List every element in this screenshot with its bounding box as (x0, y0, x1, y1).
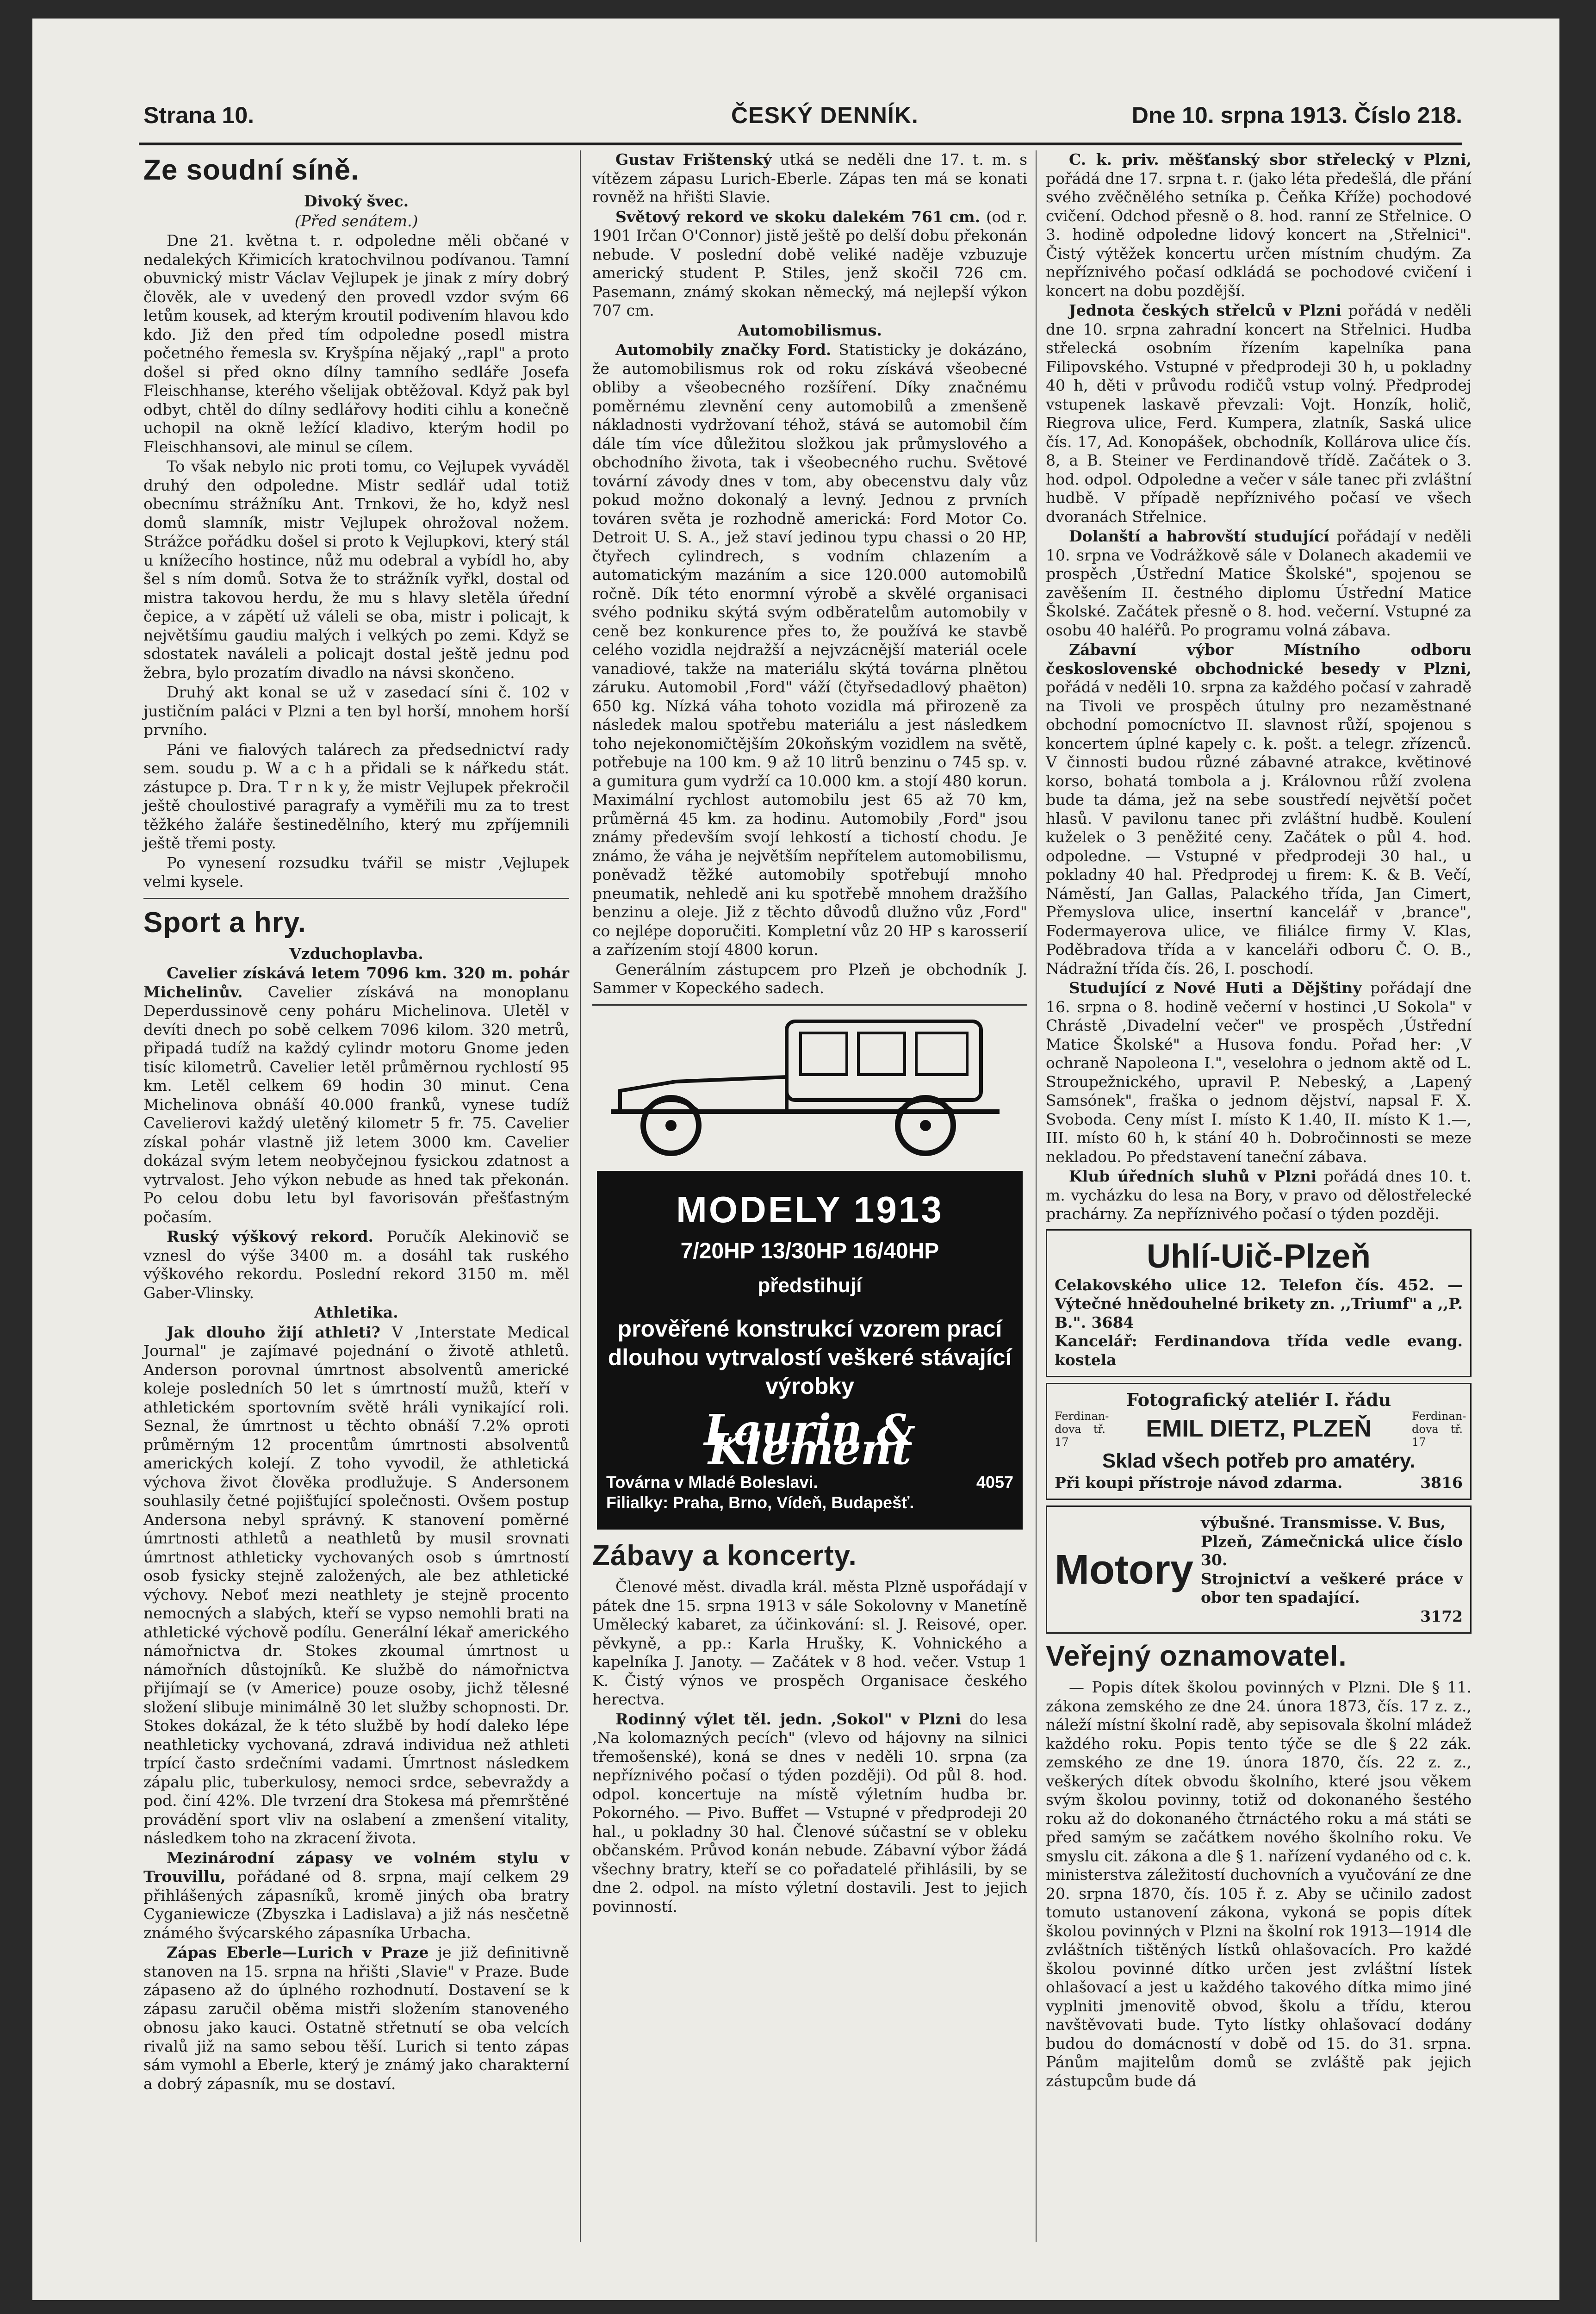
article-heading: Ruský výškový rekord. (167, 1227, 374, 1245)
article-heading: Studující z Nové Huti a Dějštiny (1069, 979, 1362, 997)
laurin-klement-advertisement (597, 1171, 1023, 1530)
car-illustration (592, 1012, 1027, 1165)
paragraph: Statisticky je dokázáno, že automobilismus rok od roku získává všeobecné obliby a všeobecného rozšíření. Díky značnému poměrnému zlevnění ceny automobilů a zmenšeně nákladnosti vydržovaní téhož, stává se automobil čím dále tím více důležitou složkou jak průmyslového a obchodního života, tak i všeobecného ruchu. Světové tovární závody dnes v tom, aby obecenstvu daly vůz pokud možno dokonalý a levný. Jednou z prvních továren světa je rozhodně americká: Ford Motor Co. Detroit U. S. A., jež staví jedinou typu chassi o 20 HP, čtyřech cylindrech, s vodním chlazením a automatickým mazáním a sice 120.000 automobilů ročně. Dík této enormní výrobě a skvělé organisaci svého podniku skýtá svým odběratelům automobily v ceně bez konkurence přes to, že používá ke stavbě celého vozidla nejdražší a nejvzácnější materiál ocele vanadiové, takže na materiálu skýtá továrna plnětou záruku. Automobil ,Ford" váží (čtyřsedadlový phaëton) 650 kg. Nízká váha tohoto vozidla má přirozeně za následek malou spotřebu materiálu a jest následkem toho nejekonomičtějším 20koňským vozidlem na světě, potřebuje na 100 km. 9 až 10 litrů benzinu o 745 sp. v. a gumitura gum vydrží ca 10.000 km. a stojí 480 korun. Maximální rychlost automobilu jest 65 až 70 km, průměrná 45 km. za hodinu. Automobily ,Ford" jsou známy především svojí lehkostí a tichostí chodu. Je známo, že váha je největším nepřítelem automobilismu, poněvadž těžké automobily spotřebují mnoho pneumatik, nehledě ani ku spotřebě mnohem dražšího benzinu a oleje. Již z těchto důvodů dlužno vůz ,Ford" co nejlépe doporučiti. Kompletní vůz 20 HP s karosserií a zařízením stojí 4800 korun. (592, 341, 1027, 958)
article-heading: Gustav Frištenský (615, 150, 772, 168)
page-header (32, 102, 1559, 139)
issue-date: Dne 10. srpna 1913. Číslo 218. (1131, 102, 1462, 128)
laurin-klement-logo: Laurin & Klement (704, 1405, 916, 1474)
section-title-sport: Sport a hry. (143, 906, 306, 939)
photo-ad-number: 3816 (1420, 1473, 1463, 1492)
paragraph: V ,Interstate Medical Journal" je zajímavé pojednání o životě athletů. Anderson porovnal úmrtnost absolventů americké koleje posledních 50 let s úmrtností mužů, kteří v athletickém sportovním světě hráli vynikající roli. Seznal, že úmrtnost u těchto obnáší 7.2% oproti průměrným 12 procentům úmrtnosti absolventů amerických kolejí. Z toho vyvodil, že athletická výchova život člověka prodlužuje. S Andersonem souhlasily četné pojišťující společnosti. Ovšem postup Andersona nebyl správný. K stanovení poměrné úmrtnosti athletů a neathletů by musil srovnati úmrtnost athleticky vychovaných osob s úmrtností osob fysicky stejně založených, ale bez athletické výchovy. Neboť mezi neathlety je stejně procento nemocných a slabých, kteří se vypso nemohli brati na athletické výchově podílu. Generální lékař amerického námořnictva dr. Stokes zkoumal úmrtnost u námořních důstojníků. Ke službě do námořnictva přijímají se (v Americe) pouze osoby, jichž tělesné složení slibuje minimálně 30 let služby schopnosti. Dr. Stokes dokázal, že k této službě by hodí daleko lépe neathleticky vychovaná, zdravá individua než athleti trpící často srdečními vadami. Úmrtnost následkem zápalu plic, tuberkulosy, nemoci srdce, sebevraždy a pod. činí 42%. Dle tvrzení dra Stokesa má přemrštěné provádění sport vliv na oslabení a zmenšení vitality, následkem toho na zkracení života. (143, 1323, 569, 1847)
paragraph: pořádá dnes 10. t. m. vycházku do lesa na Bory, v pravo od dělostřelecké prachárny. Za nepříznivého počasí o týden později. (1046, 1167, 1472, 1223)
paragraph: je již definitivně stanoven na 15. srpna na hřišti ,Slavie" v Praze. Bude zápaseno až do úplného rozhodnutí. Dostavení se k zápasu zaručil oběma mistři složením stanoveného obnosu jako kauci. Ostatně střetnutí se oba velcích rivalů již na samo sebou těší. Lurich si tento zápas sám vymohl a Eberle, který je známý jako charakterní a dobrý zápasník, mu se dostaví. (143, 1943, 569, 2093)
automobile-image (592, 1012, 1027, 1160)
paragraph: To však nebylo nic proti tomu, co Vejlupek vyváděl druhý den odpoledne. Mistr sedlář udal totiž obecnímu strážníku Ant. Trnkovi, že ho, když nesl domů slamník, mistr Vejlupek ohrožoval nožem. Strážce pořádku došel si proto k Vejlupkovi, který stál u knížecího hostince, nůž mu odebral a vybídl ho, aby šel s ním domů. Sotva že to strážník vyřkl, dostal od mistra takovou herdu, že mu s hlavy sletěla úřední čepice, a v zápětí už váleli se oba, mistr i policajt, k největšímu gaudiu malých i velkých po zemi. Když se sdostatek naváleli a policajt dostal ještě jednu pod žebra, bylo prozatím divadlo na návsi skončeno. (143, 457, 569, 682)
paragraph: Cavelier získává na monoplanu Deperdussinově ceny poháru Michelinova. Uletěl v devíti dnech po sobě celkem 7096 kilom. 320 metrů, připadá tudíž na každý cylindr motoru Gnome jeden tisíc kilometrů. Cavelier letěl průměrnou rychlostí 95 km. Letěl celkem 69 hodin 30 minut. Cena Michelinova obnáší 40.000 franků, vynese tudíž Cavelierovi každý uletěný kilometr 5 fr. 75. Cavelier získal pohár vlastně již letem 3000 km. Cavelier dokázal svým letem neobyčejnou fysickou zdatnost a vytrvalost. Jeho výkon nebude as hned tak překonán. Po celou dobu letu byl favorisován přešťastným počasím. (143, 983, 569, 1226)
section-rule (592, 1004, 1027, 1006)
photo-ad-address: Ferdinan-dova tř. 17 (1055, 1409, 1109, 1449)
paragraph: do lesa ,Na kolomazných pecích" (vlevo od hájovny na silnici třemošenské), koná se dnes v neděli 10. srpna (za nepříznivého počasí o týden později). Od půl 8. hod. odpol. koncertuje na místě výletním hudba br. Pokorného. — Pivo. Buffet — Vstupné v předprodeji 20 hal., u pokladny 30 hal. Členové súčastní se v obleku občanském. Průvod konán nebude. Zábavní výbor žádá všechny bratry, kteří se co pořadatelé přihlásili, by se dne 2. odpol. na místo výletní dostavili. Jest to jejich povinností. (592, 1710, 1027, 1916)
motors-ad-line: výbušné. Transmisse. V. Bus, (1200, 1513, 1446, 1531)
article-subtitle: Athletika. (314, 1303, 398, 1321)
masthead-title: ČESKÝ DENNÍK. (731, 102, 919, 128)
coal-advertisement (1046, 1229, 1472, 1378)
paragraph: utká se neděli dne 17. t. m. s vítězem zápasu Lurich-Eberle. Zápas ten má se konati rovněž na hřišti Slavie. (592, 150, 1028, 206)
column-3 (1046, 150, 1472, 2091)
ad-factory: Továrna v Mladé Boleslavi. (606, 1473, 818, 1492)
coal-ad-line: Kancelář: Ferdinandova třída vedle evang. kostela (1055, 1332, 1463, 1369)
article-heading: Rodinný výlet těl. jedn. ,Sokol" v Plzni (615, 1710, 961, 1728)
section-title-court: Ze soudní síně. (143, 154, 360, 186)
ad-branches: Filialky: Praha, Brno, Vídeň, Budapešť. (606, 1493, 914, 1512)
article-subtitle: Divoký švec. (304, 192, 409, 210)
photo-ad-line: Sklad všech potřeb pro amatéry. (1102, 1449, 1416, 1472)
photo-ad-address: Ferdinan-dova tř. 17 (1412, 1409, 1466, 1449)
coal-ad-title: Uhlí-Uič-Plzeň (1146, 1238, 1371, 1275)
header-rule (139, 143, 1462, 145)
photo-ad-name: EMIL DIETZ, PLZEŇ (1146, 1415, 1372, 1443)
article-heading: Světový rekord ve skoku dalekém 761 cm. (615, 207, 981, 226)
motors-ad-number: 3172 (1420, 1607, 1463, 1625)
article-heading: Jednota českých střelců v Plzni (1069, 301, 1342, 319)
motors-ad-logo: Motory (1055, 1546, 1193, 1593)
article-heading: C. k. priv. měšťanský sbor střelecký v Plzni, (1069, 150, 1472, 168)
ad-models: 7/20HP 13/30HP 16/40HP (680, 1239, 939, 1263)
article-heading: Zápas Eberle—Lurich v Praze (167, 1943, 429, 1961)
paragraph: Po vynesení rozsudku tvářil se mistr ,Vejlupek velmi kysele. (143, 853, 569, 890)
coal-ad-line: Celakovského ulice 12. Telefon čís. 452. — Výtečné hnědouhelné brikety zn. ,,Triumf" a ,,P. B.". 3684 (1055, 1275, 1463, 1331)
photo-ad-line: Při koupi přístroje návod zdarma. (1055, 1473, 1343, 1492)
paragraph: Generálním zástupcem pro Plzeň je obchodník J. Sammer v Kopeckého sadech. (592, 960, 1027, 997)
column-2 (592, 150, 1027, 1917)
paragraph: Poručík Alekinovič se vznesl do výše 3400 m. a dosáhl tak ruského výškového rekordu. Poslední rekord 3150 m. měl Gaber-Vlinsky. (143, 1227, 569, 1302)
paragraph: pořádají v neděli 10. srpna ve Vodrážkově sále v Dolanech akademii ve prospěch ,Ústřední Matice Školské", spojenou se zavěšením II. čestného diplomu Ústřední Matice Školské. Začátek přesně o 8. hod. večerní. Vstupné za osobu 40 haléřů. Po programu volná zábava. (1046, 527, 1472, 639)
ad-body: prověřené konstrukcí vzorem prací dlouhou vytrvalostí veškeré stávající výrobky (608, 1316, 1012, 1399)
section-title-announcements: Veřejný oznamovatel. (1046, 1640, 1347, 1672)
section-rule (143, 898, 569, 899)
paragraph: — Popis dítek školou povinných v Plzni. Dle § 11. zákona zemského ze dne 24. února 1873, čís. 17 z. z., náleží místní školní radě, aby sepisovala školní mládež každého roku. Popis tento týče se dle § 22 zák. zemského ze dne 19. února 1870, čís. 22 z. z., veškerých dítek obvodu školního, které jsou věkem svým školou povinny, totiž od dokonaného šestého roku až do dokonaného čtrnáctého roku a má státi se před samým se začátkem nového školního roku. Ve smyslu cit. zákona a dle § 1. nařízení vydaného od c. k. ministerstva záležitostí duchovních a vyučování ze dne 20. srpna 1870, čís. 105 ř. z. Aby se učinilo zadost tomuto ustanovení zákona, vykoná se popis dítek školou povinných v Plzni na školní rok 1913—1914 dle zvláštních tištěných lístků ohlašovacích. Pro každé školou povinné dítko určen jest zvláštní lístek ohlašovací a jest u každého takového dítka mimo jiné vyplniti jmenovitě obvod, školu a třídu, kterou navštěvovati bude. Tyto lístky ohlašovací dodány budou do domácností v době od 15. do 31. srpna. Pánům majitelům domů se zvláště pak jejich zástupcům bude dá (1046, 1678, 1472, 2090)
newspaper-page (32, 19, 1559, 2300)
paragraph: Dne 21. května t. r. odpoledne měli občané v nedalekých Křimicích kratochvilnou podívanou. Tamní obuvnický mistr Václav Vejlupek je jinak z míry dobrý člověk, ale v uvedený den provedl vzdor svým 66 letům kousek, ad kterým kroutil podivením hlavou kdo kdo. Již den před tím odpoledne posedl mistra početného řemesla sv. Kryšpína nějaký ,,rapl" a proto došel si před okno dílny tamního sedláře Josefa Fleischhanse, kterého všelijak obtěžoval. Když pak byl odbyt, chtěl do dílny sedlářovy hoditi cihlu a konečně uchopil na okně ležící kladivo, kterým hodil po Fleischhansovi, ale minul se cílem. (143, 231, 569, 456)
paragraph: (od r. 1901 Irčan O'Connor) jistě ještě po delší dobu překonán nebude. V poslední době veliké naděje vzbuzuje americký student P. Stiles, jenž skočil 726 cm. Pasemann, známý skokan německý, má nejlepší výkon 707 cm. (592, 207, 1028, 319)
paragraph: Druhý akt konal se už v zasedací síni č. 102 v justičním paláci v Plzni a ten byl horší, mnohem horší prvního. (143, 683, 569, 739)
article-heading: Dolanští a habrovští studující (1069, 527, 1329, 545)
paragraph: pořádá v neděli dne 10. srpna zahradní koncert na Střelnici. Hudba střelecká osobním řízením kapelníka pana Filipovského. Vstupné v předprodeji 30 h, u pokladny 40 h, děti v průvodu rodičů vstup volný. Předprodej vstupenek laskavě převzali: Vojt. Honzík, holič, Riegrova ulice, Ferd. Kumpera, zlatník, Saská ulice čís. 17, Ad. Konopášek, obchodník, Kollárova ulice čís. 8, a B. Steiner ve Ferdinandově třídě. Začátek o 3. hod. odpol. Odpoledne a večer v sále tanec při zvláštní hudbě. V případě nepříznivého počasí ve všech dvoranách Střelnice. (1046, 301, 1472, 526)
column-divider (580, 150, 581, 2242)
photo-ad-top: Fotografický ateliér I. řádu (1126, 1389, 1391, 1410)
column-1 (143, 150, 569, 2094)
ad-subtitle: předstihují (758, 1274, 862, 1297)
column-divider (1036, 150, 1037, 2242)
motors-ad-line: Plzeň, Zámečnická ulice číslo 30. (1200, 1532, 1463, 1569)
paragraph: pořádané od 8. srpna, mají celkem 29 přihlášených zápasníků, kromě jiných oba bratry Cyganiewicze (Zbyszka i Ladislava) a již nás nesčetně známého švýcarského zápasníka Urbacha. (143, 1867, 569, 1942)
paragraph: pořádá dne 17. srpna t. r. (jako léta předešlá, dle přání svého zvěčnělého setníka p. Čeňka Kříže) pochodové cvičení. Odchod přesně o 8. hod. ranní ze Střelnice. O 3. hodině odpoledne lidový koncert na ,Střelnici". Čistý výtěžek koncertu určen místním chudým. Za nepříznivého počasí odkládá se pochodové cvičení i koncert na dobu pozdější. (1046, 169, 1472, 300)
page-number: Strana 10. (143, 102, 255, 128)
ad-number: 4057 (976, 1473, 1013, 1492)
motors-advertisement (1046, 1505, 1472, 1634)
article-subtitle: Automobilismus. (737, 321, 882, 339)
paragraph: Páni ve fialových talárech za předsednictví rady sem. soudu p. W a c h a přidali se k nářkedu stát. zástupce p. Dra. T r n k y, že mistr Vejlupek překročil ještě choulostivé paragrafy a vyměřili mu za to trest těžkého žaláře šestinedělního, který mu zpříjemnili ještě třemi posty. (143, 740, 569, 852)
motors-ad-line: Strojnictví a veškeré práce v obor ten spadající. (1200, 1569, 1463, 1606)
article-subtitle: (Před senátem.) (294, 211, 418, 230)
paragraph: Členové měst. divadla král. města Plzně uspořádají v pátek dne 15. srpna 1913 v sále Sokolovny v Manetíně Umělecký kabaret, za účinkování: sl. J. Reisové, oper. pěvkyně, a pp.: Karla Hrušky, K. Vohnického a kapelníka J. Janoty. — Začátek v 8 hod. večer. Vstup 1 K. Čistý výnos ve prospěch Organisace českého herectva. (592, 1578, 1027, 1708)
paragraph: pořádá v neděli 10. srpna za každého počasí v zahradě na Tivoli ve prospěch útulny pro nezaměstnané obchodní pomocníctvo II. slavnost růží, spojenou s koncertem úplné kapely c. k. pošt. a telegr. zřízenců. V činnosti budou různé zábavné atrakce, květinové korso, bohatá tombola a j. Královnou růží zvolena bude ta dáma, jež na sebe soustředí největší počet hlasů. V pavilonu tanec při zvláštní hudbě. Koulení kuželek o 3 peněžité ceny. Začátek o půl 4. hod. odpoledne. — Vstupné v předprodeji 30 hal., u pokladny 40 hal. Předprodej u firem: K. & B. Večí, Náměstí, Jan Gallas, Palackého třída, Jan Cimert, Přemyslova ulice, insertní kancelář v ,brance", Fodermayerova ulice, ve filiálce firmy V. Klas, Poděbradova třída a v kanceláři odboru Č. O. B., Nádražní třída čís. 26, I. poschodí. (1046, 678, 1472, 977)
article-heading: Mezinárodní zápasy ve volném stylu v Trouvillu, (143, 1848, 569, 1885)
article-heading: Zábavní výbor Místního odboru československé obchodnické besedy v Plzni, (1046, 641, 1472, 678)
photo-studio-advertisement (1046, 1383, 1472, 1500)
article-subtitle: Vzduchoplavba. (289, 944, 423, 963)
article-heading: Jak dlouho žijí athleti? (167, 1323, 380, 1341)
article-heading: Cavelier získává letem 7096 km. 320 m. pohár Michelinův. (143, 964, 569, 1001)
paragraph: pořádají dne 16. srpna o 8. hodině večerní v hostinci ,U Sokola" v Chrástě ,Divadelní večer" ve prospěch ,Ústřední Matice Školské" a Husova fondu. Pořad her: ,V ochraně Napoleona I.", veselohra o jednom aktě od L. Stroupežnického, upravil P. Nebeský, a ,Lapený Samsónek", fraška o jednom dějství, napsal F. X. Svoboda. Ceny míst I. místo K 1.40, II. místo K 1.—, III. místo 60 h, k stání 40 h. Dobročinnosti se meze nekladou. Po představení taneční zábava. (1046, 979, 1472, 1166)
article-heading: Automobily značky Ford. (615, 341, 832, 359)
section-title-entertainment: Zábavy a koncerty. (592, 1540, 857, 1572)
ad-title: MODELY 1913 (676, 1189, 944, 1230)
article-heading: Klub úředních sluhů v Plzni (1069, 1167, 1317, 1185)
